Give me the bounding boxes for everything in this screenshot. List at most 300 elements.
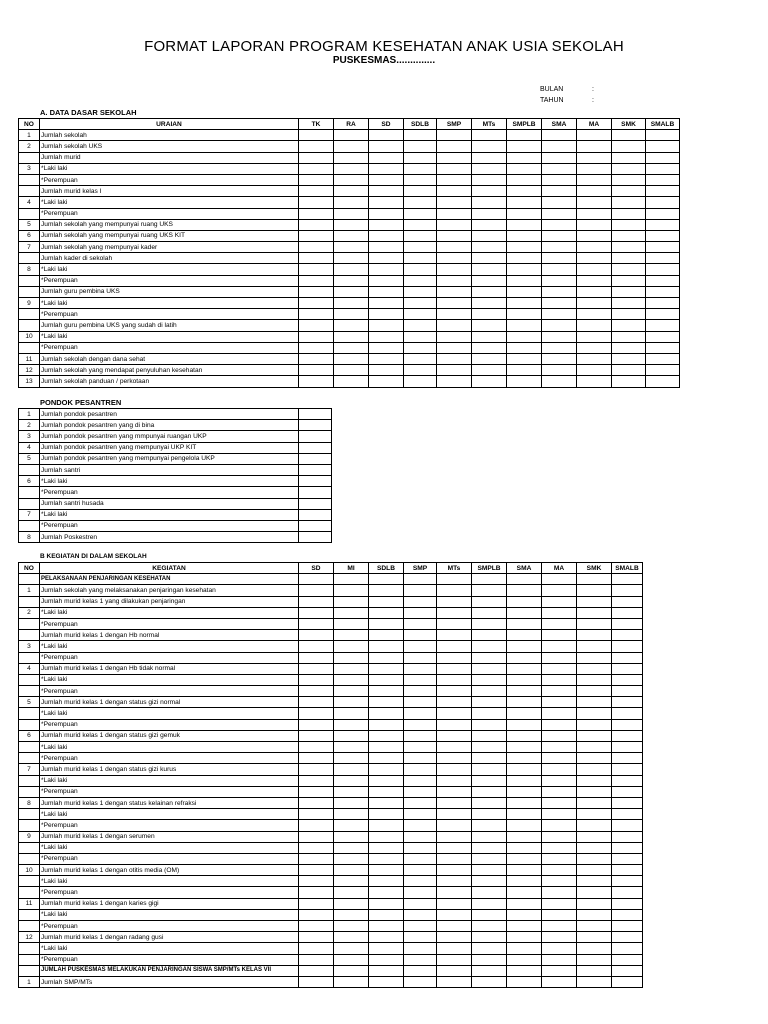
value-cell[interactable]	[404, 921, 437, 932]
value-cell[interactable]	[299, 641, 334, 652]
value-cell[interactable]	[542, 141, 577, 152]
value-cell[interactable]	[472, 686, 507, 697]
value-cell[interactable]	[542, 775, 577, 786]
value-cell[interactable]	[299, 320, 334, 331]
value-cell[interactable]	[612, 719, 643, 730]
value-cell[interactable]	[472, 708, 507, 719]
value-cell[interactable]	[507, 342, 542, 353]
value-cell[interactable]	[437, 809, 472, 820]
value-cell[interactable]	[507, 130, 542, 141]
value-cell[interactable]	[507, 585, 542, 596]
value-cell[interactable]	[542, 174, 577, 185]
value-cell[interactable]	[472, 365, 507, 376]
value-cell[interactable]	[507, 275, 542, 286]
value-cell[interactable]	[369, 842, 404, 853]
value-cell[interactable]	[437, 764, 472, 775]
value-cell[interactable]	[542, 596, 577, 607]
value-cell[interactable]	[299, 509, 332, 520]
value-cell[interactable]	[369, 663, 404, 674]
value-cell[interactable]	[334, 909, 369, 920]
value-cell[interactable]	[299, 965, 334, 976]
value-cell[interactable]	[299, 309, 334, 320]
value-cell[interactable]	[334, 353, 369, 364]
value-cell[interactable]	[577, 865, 612, 876]
value-cell[interactable]	[299, 186, 334, 197]
value-cell[interactable]	[542, 641, 577, 652]
value-cell[interactable]	[646, 130, 680, 141]
value-cell[interactable]	[542, 686, 577, 697]
value-cell[interactable]	[437, 932, 472, 943]
value-cell[interactable]	[299, 409, 332, 420]
value-cell[interactable]	[612, 976, 643, 987]
value-cell[interactable]	[334, 163, 369, 174]
value-cell[interactable]	[542, 264, 577, 275]
value-cell[interactable]	[299, 532, 332, 543]
value-cell[interactable]	[299, 585, 334, 596]
value-cell[interactable]	[334, 730, 369, 741]
value-cell[interactable]	[542, 853, 577, 864]
value-cell[interactable]	[437, 197, 472, 208]
value-cell[interactable]	[299, 442, 332, 453]
value-cell[interactable]	[542, 809, 577, 820]
value-cell[interactable]	[542, 320, 577, 331]
value-cell[interactable]	[299, 786, 334, 797]
value-cell[interactable]	[472, 141, 507, 152]
value-cell[interactable]	[299, 921, 334, 932]
value-cell[interactable]	[437, 831, 472, 842]
value-cell[interactable]	[612, 876, 643, 887]
value-cell[interactable]	[612, 686, 643, 697]
value-cell[interactable]	[334, 887, 369, 898]
value-cell[interactable]	[404, 909, 437, 920]
value-cell[interactable]	[404, 197, 437, 208]
value-cell[interactable]	[577, 174, 612, 185]
value-cell[interactable]	[577, 976, 612, 987]
value-cell[interactable]	[437, 921, 472, 932]
value-cell[interactable]	[369, 797, 404, 808]
value-cell[interactable]	[507, 965, 542, 976]
value-cell[interactable]	[577, 820, 612, 831]
value-cell[interactable]	[577, 921, 612, 932]
value-cell[interactable]	[542, 842, 577, 853]
value-cell[interactable]	[507, 742, 542, 753]
value-cell[interactable]	[612, 286, 646, 297]
value-cell[interactable]	[404, 585, 437, 596]
value-cell[interactable]	[577, 786, 612, 797]
value-cell[interactable]	[437, 152, 472, 163]
value-cell[interactable]	[369, 331, 404, 342]
value-cell[interactable]	[542, 865, 577, 876]
value-cell[interactable]	[404, 775, 437, 786]
value-cell[interactable]	[404, 820, 437, 831]
value-cell[interactable]	[472, 342, 507, 353]
value-cell[interactable]	[507, 943, 542, 954]
value-cell[interactable]	[472, 596, 507, 607]
value-cell[interactable]	[437, 775, 472, 786]
value-cell[interactable]	[472, 230, 507, 241]
value-cell[interactable]	[404, 365, 437, 376]
value-cell[interactable]	[404, 686, 437, 697]
value-cell[interactable]	[507, 630, 542, 641]
value-cell[interactable]	[612, 152, 646, 163]
value-cell[interactable]	[437, 208, 472, 219]
value-cell[interactable]	[577, 809, 612, 820]
value-cell[interactable]	[437, 275, 472, 286]
value-cell[interactable]	[612, 320, 646, 331]
value-cell[interactable]	[577, 753, 612, 764]
value-cell[interactable]	[404, 764, 437, 775]
value-cell[interactable]	[612, 208, 646, 219]
value-cell[interactable]	[369, 764, 404, 775]
value-cell[interactable]	[437, 820, 472, 831]
value-cell[interactable]	[472, 253, 507, 264]
value-cell[interactable]	[577, 230, 612, 241]
value-cell[interactable]	[612, 764, 643, 775]
value-cell[interactable]	[646, 197, 680, 208]
value-cell[interactable]	[577, 876, 612, 887]
value-cell[interactable]	[542, 309, 577, 320]
value-cell[interactable]	[334, 219, 369, 230]
value-cell[interactable]	[612, 641, 643, 652]
value-cell[interactable]	[472, 809, 507, 820]
value-cell[interactable]	[299, 730, 334, 741]
value-cell[interactable]	[437, 730, 472, 741]
value-cell[interactable]	[437, 286, 472, 297]
value-cell[interactable]	[507, 652, 542, 663]
value-cell[interactable]	[507, 865, 542, 876]
value-cell[interactable]	[404, 264, 437, 275]
value-cell[interactable]	[334, 753, 369, 764]
value-cell[interactable]	[404, 730, 437, 741]
value-cell[interactable]	[577, 275, 612, 286]
value-cell[interactable]	[612, 186, 646, 197]
value-cell[interactable]	[369, 820, 404, 831]
value-cell[interactable]	[472, 786, 507, 797]
value-cell[interactable]	[472, 585, 507, 596]
value-cell[interactable]	[334, 865, 369, 876]
value-cell[interactable]	[334, 230, 369, 241]
value-cell[interactable]	[612, 898, 643, 909]
value-cell[interactable]	[507, 876, 542, 887]
value-cell[interactable]	[299, 130, 334, 141]
value-cell[interactable]	[472, 163, 507, 174]
value-cell[interactable]	[507, 921, 542, 932]
value-cell[interactable]	[507, 809, 542, 820]
value-cell[interactable]	[472, 831, 507, 842]
value-cell[interactable]	[542, 219, 577, 230]
value-cell[interactable]	[542, 342, 577, 353]
value-cell[interactable]	[369, 365, 404, 376]
value-cell[interactable]	[612, 865, 643, 876]
value-cell[interactable]	[369, 230, 404, 241]
value-cell[interactable]	[577, 607, 612, 618]
value-cell[interactable]	[542, 630, 577, 641]
value-cell[interactable]	[299, 253, 334, 264]
value-cell[interactable]	[612, 596, 643, 607]
value-cell[interactable]	[437, 742, 472, 753]
value-cell[interactable]	[299, 365, 334, 376]
value-cell[interactable]	[437, 186, 472, 197]
value-cell[interactable]	[334, 876, 369, 887]
value-cell[interactable]	[404, 376, 437, 387]
value-cell[interactable]	[507, 719, 542, 730]
value-cell[interactable]	[507, 618, 542, 629]
value-cell[interactable]	[437, 842, 472, 853]
value-cell[interactable]	[369, 574, 404, 585]
value-cell[interactable]	[404, 865, 437, 876]
value-cell[interactable]	[612, 365, 646, 376]
value-cell[interactable]	[612, 932, 643, 943]
value-cell[interactable]	[472, 820, 507, 831]
value-cell[interactable]	[472, 574, 507, 585]
value-cell[interactable]	[369, 376, 404, 387]
value-cell[interactable]	[299, 298, 334, 309]
value-cell[interactable]	[404, 320, 437, 331]
value-cell[interactable]	[404, 943, 437, 954]
value-cell[interactable]	[577, 954, 612, 965]
value-cell[interactable]	[577, 331, 612, 342]
value-cell[interactable]	[299, 742, 334, 753]
value-cell[interactable]	[612, 197, 646, 208]
value-cell[interactable]	[299, 376, 334, 387]
value-cell[interactable]	[299, 152, 334, 163]
value-cell[interactable]	[542, 298, 577, 309]
value-cell[interactable]	[437, 163, 472, 174]
value-cell[interactable]	[404, 596, 437, 607]
value-cell[interactable]	[472, 618, 507, 629]
value-cell[interactable]	[577, 186, 612, 197]
value-cell[interactable]	[437, 342, 472, 353]
value-cell[interactable]	[299, 342, 334, 353]
value-cell[interactable]	[334, 921, 369, 932]
value-cell[interactable]	[472, 697, 507, 708]
value-cell[interactable]	[472, 208, 507, 219]
value-cell[interactable]	[472, 286, 507, 297]
value-cell[interactable]	[646, 342, 680, 353]
value-cell[interactable]	[646, 353, 680, 364]
value-cell[interactable]	[334, 186, 369, 197]
value-cell[interactable]	[404, 641, 437, 652]
value-cell[interactable]	[507, 197, 542, 208]
value-cell[interactable]	[334, 342, 369, 353]
value-cell[interactable]	[577, 764, 612, 775]
value-cell[interactable]	[542, 275, 577, 286]
value-cell[interactable]	[369, 219, 404, 230]
value-cell[interactable]	[507, 353, 542, 364]
value-cell[interactable]	[577, 909, 612, 920]
value-cell[interactable]	[472, 641, 507, 652]
value-cell[interactable]	[334, 152, 369, 163]
value-cell[interactable]	[404, 298, 437, 309]
value-cell[interactable]	[369, 898, 404, 909]
value-cell[interactable]	[299, 331, 334, 342]
value-cell[interactable]	[612, 674, 643, 685]
value-cell[interactable]	[472, 965, 507, 976]
value-cell[interactable]	[472, 174, 507, 185]
value-cell[interactable]	[299, 898, 334, 909]
value-cell[interactable]	[577, 253, 612, 264]
value-cell[interactable]	[507, 286, 542, 297]
value-cell[interactable]	[369, 342, 404, 353]
value-cell[interactable]	[612, 708, 643, 719]
value-cell[interactable]	[404, 174, 437, 185]
value-cell[interactable]	[334, 331, 369, 342]
value-cell[interactable]	[542, 197, 577, 208]
value-cell[interactable]	[472, 331, 507, 342]
value-cell[interactable]	[437, 596, 472, 607]
value-cell[interactable]	[646, 309, 680, 320]
value-cell[interactable]	[612, 753, 643, 764]
value-cell[interactable]	[612, 630, 643, 641]
value-cell[interactable]	[577, 342, 612, 353]
value-cell[interactable]	[437, 786, 472, 797]
value-cell[interactable]	[404, 275, 437, 286]
value-cell[interactable]	[646, 253, 680, 264]
value-cell[interactable]	[577, 674, 612, 685]
value-cell[interactable]	[334, 853, 369, 864]
value-cell[interactable]	[369, 630, 404, 641]
value-cell[interactable]	[299, 865, 334, 876]
value-cell[interactable]	[369, 697, 404, 708]
value-cell[interactable]	[577, 965, 612, 976]
value-cell[interactable]	[577, 697, 612, 708]
value-cell[interactable]	[404, 253, 437, 264]
value-cell[interactable]	[404, 242, 437, 253]
value-cell[interactable]	[472, 887, 507, 898]
value-cell[interactable]	[472, 932, 507, 943]
value-cell[interactable]	[334, 686, 369, 697]
value-cell[interactable]	[437, 753, 472, 764]
value-cell[interactable]	[612, 797, 643, 808]
value-cell[interactable]	[507, 376, 542, 387]
value-cell[interactable]	[542, 831, 577, 842]
value-cell[interactable]	[299, 764, 334, 775]
value-cell[interactable]	[334, 309, 369, 320]
value-cell[interactable]	[369, 275, 404, 286]
value-cell[interactable]	[404, 876, 437, 887]
value-cell[interactable]	[299, 663, 334, 674]
value-cell[interactable]	[299, 630, 334, 641]
value-cell[interactable]	[472, 865, 507, 876]
value-cell[interactable]	[542, 820, 577, 831]
value-cell[interactable]	[542, 887, 577, 898]
value-cell[interactable]	[472, 853, 507, 864]
value-cell[interactable]	[612, 174, 646, 185]
value-cell[interactable]	[472, 264, 507, 275]
value-cell[interactable]	[437, 876, 472, 887]
value-cell[interactable]	[542, 976, 577, 987]
value-cell[interactable]	[334, 943, 369, 954]
value-cell[interactable]	[437, 130, 472, 141]
value-cell[interactable]	[404, 652, 437, 663]
value-cell[interactable]	[507, 764, 542, 775]
value-cell[interactable]	[507, 574, 542, 585]
value-cell[interactable]	[299, 487, 332, 498]
value-cell[interactable]	[369, 909, 404, 920]
value-cell[interactable]	[334, 976, 369, 987]
value-cell[interactable]	[369, 674, 404, 685]
value-cell[interactable]	[299, 464, 332, 475]
value-cell[interactable]	[334, 641, 369, 652]
value-cell[interactable]	[369, 298, 404, 309]
value-cell[interactable]	[542, 753, 577, 764]
value-cell[interactable]	[542, 943, 577, 954]
value-cell[interactable]	[577, 309, 612, 320]
value-cell[interactable]	[369, 264, 404, 275]
value-cell[interactable]	[507, 365, 542, 376]
value-cell[interactable]	[472, 242, 507, 253]
value-cell[interactable]	[334, 831, 369, 842]
value-cell[interactable]	[437, 630, 472, 641]
value-cell[interactable]	[299, 797, 334, 808]
value-cell[interactable]	[437, 954, 472, 965]
value-cell[interactable]	[612, 809, 643, 820]
value-cell[interactable]	[334, 764, 369, 775]
value-cell[interactable]	[472, 921, 507, 932]
value-cell[interactable]	[612, 842, 643, 853]
value-cell[interactable]	[437, 353, 472, 364]
value-cell[interactable]	[299, 163, 334, 174]
value-cell[interactable]	[542, 242, 577, 253]
value-cell[interactable]	[369, 865, 404, 876]
value-cell[interactable]	[646, 230, 680, 241]
value-cell[interactable]	[612, 353, 646, 364]
value-cell[interactable]	[437, 943, 472, 954]
value-cell[interactable]	[646, 320, 680, 331]
value-cell[interactable]	[542, 253, 577, 264]
value-cell[interactable]	[299, 842, 334, 853]
value-cell[interactable]	[472, 607, 507, 618]
value-cell[interactable]	[299, 674, 334, 685]
value-cell[interactable]	[577, 242, 612, 253]
value-cell[interactable]	[334, 286, 369, 297]
value-cell[interactable]	[612, 242, 646, 253]
value-cell[interactable]	[646, 219, 680, 230]
value-cell[interactable]	[646, 264, 680, 275]
value-cell[interactable]	[472, 630, 507, 641]
value-cell[interactable]	[334, 842, 369, 853]
value-cell[interactable]	[542, 607, 577, 618]
value-cell[interactable]	[646, 186, 680, 197]
value-cell[interactable]	[577, 376, 612, 387]
value-cell[interactable]	[334, 208, 369, 219]
value-cell[interactable]	[369, 965, 404, 976]
value-cell[interactable]	[577, 853, 612, 864]
value-cell[interactable]	[334, 264, 369, 275]
value-cell[interactable]	[404, 574, 437, 585]
value-cell[interactable]	[507, 853, 542, 864]
value-cell[interactable]	[404, 342, 437, 353]
value-cell[interactable]	[577, 831, 612, 842]
value-cell[interactable]	[299, 775, 334, 786]
value-cell[interactable]	[472, 842, 507, 853]
value-cell[interactable]	[612, 141, 646, 152]
value-cell[interactable]	[612, 775, 643, 786]
value-cell[interactable]	[577, 320, 612, 331]
value-cell[interactable]	[404, 331, 437, 342]
value-cell[interactable]	[612, 786, 643, 797]
value-cell[interactable]	[334, 376, 369, 387]
value-cell[interactable]	[334, 275, 369, 286]
value-cell[interactable]	[542, 921, 577, 932]
value-cell[interactable]	[577, 686, 612, 697]
value-cell[interactable]	[542, 286, 577, 297]
value-cell[interactable]	[507, 607, 542, 618]
value-cell[interactable]	[507, 697, 542, 708]
value-cell[interactable]	[404, 742, 437, 753]
value-cell[interactable]	[507, 820, 542, 831]
value-cell[interactable]	[404, 163, 437, 174]
